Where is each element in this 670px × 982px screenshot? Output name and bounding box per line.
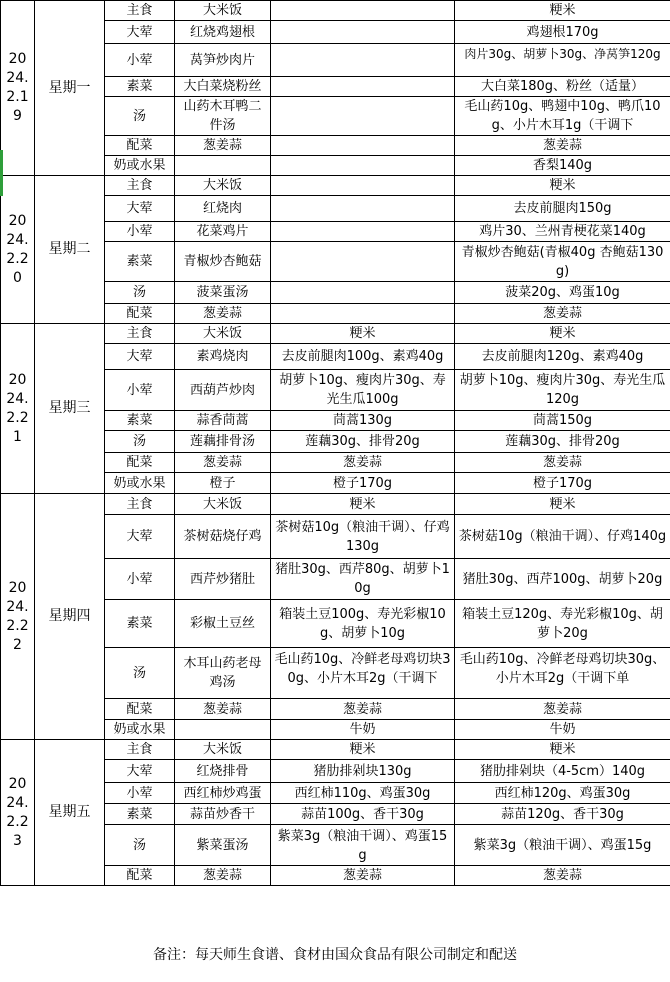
ingredient-cell-a[interactable]: 粳米	[271, 740, 455, 760]
ingredient-cell-a[interactable]	[271, 222, 455, 242]
dish-cell[interactable]: 葱姜蒜	[175, 136, 271, 156]
ingredient-cell-b[interactable]: 紫菜3g（粮油干调）、鸡蛋15g	[455, 825, 670, 866]
category-cell[interactable]: 素菜	[105, 242, 175, 282]
weekday-cell[interactable]: 星期五	[35, 740, 105, 886]
ingredient-cell-b[interactable]: 胡萝卜10g、瘦肉片30g、寿光生瓜120g	[455, 370, 670, 411]
ingredient-cell-b[interactable]: 西红柿120g、鸡蛋30g	[455, 783, 670, 804]
ingredient-cell-a[interactable]: 毛山药10g、冷鲜老母鸡切块30g、小片木耳2g（干调下	[271, 648, 455, 699]
category-cell[interactable]: 配菜	[105, 866, 175, 886]
ingredient-cell-a[interactable]: 牛奶	[271, 720, 455, 740]
weekday-cell[interactable]: 星期三	[35, 324, 105, 494]
ingredient-cell-b[interactable]: 莲藕30g、排骨20g	[455, 431, 670, 453]
menu-row	[1, 1, 670, 21]
ingredient-cell-b[interactable]: 粳米	[455, 176, 670, 196]
ingredient-cell-b[interactable]: 茶树菇10g（粮油干调）、仔鸡140g	[455, 515, 670, 559]
dish-cell[interactable]: 西芹炒猪肚	[175, 559, 271, 600]
category-cell[interactable]: 素菜	[105, 77, 175, 97]
category-cell[interactable]: 小荤	[105, 559, 175, 600]
category-cell[interactable]: 大荤	[105, 515, 175, 559]
dish-cell[interactable]: 大白菜烧粉丝	[175, 77, 271, 97]
ingredient-cell-a[interactable]: 紫菜3g（粮油干调）、鸡蛋15g	[271, 825, 455, 866]
ingredient-cell-a[interactable]: 葱姜蒜	[271, 866, 455, 886]
ingredient-cell-b[interactable]: 葱姜蒜	[455, 699, 670, 720]
dish-cell[interactable]: 葱姜蒜	[175, 304, 271, 324]
dish-cell[interactable]	[175, 720, 271, 740]
ingredient-cell-b[interactable]: 蒜苗120g、香干30g	[455, 804, 670, 825]
menu-row	[1, 176, 670, 196]
ingredient-cell-a[interactable]: 茼蒿130g	[271, 411, 455, 431]
ingredient-cell-a[interactable]: 猪肚30g、西芹80g、胡萝卜10g	[271, 559, 455, 600]
category-cell[interactable]: 小荤	[105, 370, 175, 411]
dish-cell[interactable]: 紫菜蛋汤	[175, 825, 271, 866]
dish-cell[interactable]: 菠菜蛋汤	[175, 282, 271, 304]
ingredient-cell-a[interactable]: 箱装土豆100g、寿光彩椒10g、胡萝卜10g	[271, 600, 455, 648]
dish-cell[interactable]: 莴笋炒肉片	[175, 44, 271, 77]
ingredient-cell-a[interactable]: 粳米	[271, 494, 455, 515]
dish-cell[interactable]: 花菜鸡片	[175, 222, 271, 242]
category-cell[interactable]: 汤	[105, 648, 175, 699]
ingredient-cell-b[interactable]: 粳米	[455, 1, 670, 21]
dish-cell[interactable]: 葱姜蒜	[175, 453, 271, 473]
menu-row	[1, 740, 670, 760]
date-cell[interactable]: 2024.2.19	[1, 1, 35, 176]
ingredient-cell-b[interactable]: 毛山药10g、冷鲜老母鸡切块30g、小片木耳2g（干调下单	[455, 648, 670, 699]
category-cell[interactable]: 奶或水果	[105, 156, 175, 176]
dish-cell[interactable]: 葱姜蒜	[175, 866, 271, 886]
ingredient-cell-a[interactable]	[271, 97, 455, 136]
dish-cell[interactable]: 茶树菇烧仔鸡	[175, 515, 271, 559]
dish-cell[interactable]: 红烧肉	[175, 196, 271, 222]
date-cell[interactable]: 2024.2.22	[1, 494, 35, 740]
dish-cell[interactable]: 葱姜蒜	[175, 699, 271, 720]
dish-cell[interactable]: 彩椒土豆丝	[175, 600, 271, 648]
category-cell[interactable]: 素菜	[105, 600, 175, 648]
ingredient-cell-a[interactable]	[271, 77, 455, 97]
dish-cell[interactable]: 红烧排骨	[175, 760, 271, 783]
ingredient-cell-a[interactable]	[271, 196, 455, 222]
category-cell[interactable]: 大荤	[105, 196, 175, 222]
ingredient-cell-b[interactable]: 去皮前腿肉150g	[455, 196, 670, 222]
ingredient-cell-a[interactable]: 去皮前腿肉100g、素鸡40g	[271, 344, 455, 370]
ingredient-cell-a[interactable]	[271, 242, 455, 282]
weekday-cell[interactable]: 星期四	[35, 494, 105, 740]
dish-cell[interactable]: 蒜苗炒香干	[175, 804, 271, 825]
ingredient-cell-b[interactable]: 肉片30g、胡萝卜30g、净莴笋120g	[455, 44, 670, 77]
ingredient-cell-a[interactable]: 葱姜蒜	[271, 453, 455, 473]
ingredient-cell-b[interactable]: 粳米	[455, 494, 670, 515]
ingredient-cell-b[interactable]: 猪肋排剁块（4-5cm）140g	[455, 760, 670, 783]
footer-note: 备注：每天师生食谱、食材由国众食品有限公司制定和配送	[153, 947, 517, 963]
category-cell[interactable]: 主食	[105, 1, 175, 21]
ingredient-cell-a[interactable]: 葱姜蒜	[271, 699, 455, 720]
ingredient-cell-b[interactable]: 牛奶	[455, 720, 670, 740]
dish-cell[interactable]: 木耳山药老母鸡汤	[175, 648, 271, 699]
date-cell[interactable]: 2024.2.20	[1, 176, 35, 324]
dish-cell[interactable]: 莲藕排骨汤	[175, 431, 271, 453]
dish-cell[interactable]: 山药木耳鸭二件汤	[175, 97, 271, 136]
ingredient-cell-a[interactable]: 莲藕30g、排骨20g	[271, 431, 455, 453]
category-cell[interactable]: 主食	[105, 176, 175, 196]
category-cell[interactable]: 主食	[105, 494, 175, 515]
category-cell[interactable]: 小荤	[105, 783, 175, 804]
ingredient-cell-a[interactable]	[271, 282, 455, 304]
category-cell[interactable]: 主食	[105, 324, 175, 344]
ingredient-cell-b[interactable]: 葱姜蒜	[455, 136, 670, 156]
ingredient-cell-b[interactable]: 菠菜20g、鸡蛋10g	[455, 282, 670, 304]
ingredient-cell-a[interactable]	[271, 44, 455, 77]
ingredient-cell-b[interactable]: 葱姜蒜	[455, 453, 670, 473]
ingredient-cell-a[interactable]: 猪肋排剁块130g	[271, 760, 455, 783]
ingredient-cell-b[interactable]: 箱装土豆120g、寿光彩椒10g、胡萝卜20g	[455, 600, 670, 648]
dish-cell[interactable]: 蒜香茼蒿	[175, 411, 271, 431]
ingredient-cell-b[interactable]: 鸡片30、兰州青梗花菜140g	[455, 222, 670, 242]
category-cell[interactable]: 汤	[105, 282, 175, 304]
ingredient-cell-a[interactable]: 西红柿110g、鸡蛋30g	[271, 783, 455, 804]
dish-cell[interactable]: 西红柿炒鸡蛋	[175, 783, 271, 804]
menu-table-body	[1, 1, 670, 886]
ingredient-cell-b[interactable]: 香梨140g	[455, 156, 670, 176]
date-cell[interactable]: 2024.2.21	[1, 324, 35, 494]
ingredient-cell-a[interactable]	[271, 136, 455, 156]
ingredient-cell-a[interactable]: 胡萝卜10g、瘦肉片30g、寿光生瓜100g	[271, 370, 455, 411]
date-cell[interactable]: 2024.2.23	[1, 740, 35, 886]
ingredient-cell-b[interactable]: 毛山药10g、鸭翅中10g、鸭爪10g、小片木耳1g（干调下	[455, 97, 670, 136]
ingredient-cell-a[interactable]: 茶树菇10g（粮油干调）、仔鸡130g	[271, 515, 455, 559]
ingredient-cell-a[interactable]	[271, 156, 455, 176]
dish-cell[interactable]	[175, 156, 271, 176]
ingredient-cell-b[interactable]: 去皮前腿肉120g、素鸡40g	[455, 344, 670, 370]
dish-cell[interactable]: 大米饭	[175, 176, 271, 196]
weekday-cell[interactable]: 星期二	[35, 176, 105, 324]
category-cell[interactable]: 汤	[105, 97, 175, 136]
ingredient-cell-b[interactable]: 橙子170g	[455, 473, 670, 494]
dish-cell[interactable]: 西葫芦炒肉	[175, 370, 271, 411]
category-cell[interactable]: 配菜	[105, 136, 175, 156]
category-cell[interactable]: 汤	[105, 431, 175, 453]
ingredient-cell-b[interactable]: 猪肚30g、西芹100g、胡萝卜20g	[455, 559, 670, 600]
dish-cell[interactable]: 青椒炒杏鲍菇	[175, 242, 271, 282]
ingredient-cell-a[interactable]: 橙子170g	[271, 473, 455, 494]
ingredient-cell-b[interactable]: 粳米	[455, 740, 670, 760]
ingredient-cell-a[interactable]	[271, 304, 455, 324]
ingredient-cell-b[interactable]: 葱姜蒜	[455, 304, 670, 324]
category-cell[interactable]: 奶或水果	[105, 473, 175, 494]
ingredient-cell-b[interactable]: 茼蒿150g	[455, 411, 670, 431]
ingredient-cell-a[interactable]: 粳米	[271, 324, 455, 344]
ingredient-cell-b[interactable]: 葱姜蒜	[455, 866, 670, 886]
ingredient-cell-b[interactable]: 大白菜180g、粉丝（适量）	[455, 77, 670, 97]
ingredient-cell-b[interactable]: 粳米	[455, 324, 670, 344]
category-cell[interactable]: 配菜	[105, 304, 175, 324]
ingredient-cell-b[interactable]: 鸡翅根170g	[455, 21, 670, 44]
category-cell[interactable]: 大荤	[105, 760, 175, 783]
category-cell[interactable]: 大荤	[105, 21, 175, 44]
dish-cell[interactable]: 大米饭	[175, 1, 271, 21]
category-cell[interactable]: 配菜	[105, 699, 175, 720]
ingredient-cell-a[interactable]	[271, 176, 455, 196]
dish-cell[interactable]: 大米饭	[175, 324, 271, 344]
category-cell[interactable]: 配菜	[105, 453, 175, 473]
category-cell[interactable]: 小荤	[105, 222, 175, 242]
category-cell[interactable]: 奶或水果	[105, 720, 175, 740]
category-cell[interactable]: 汤	[105, 825, 175, 866]
selected-cell-marker	[0, 150, 3, 196]
ingredient-cell-a[interactable]: 蒜苗100g、香干30g	[271, 804, 455, 825]
menu-row	[1, 494, 670, 515]
category-cell[interactable]: 小荤	[105, 44, 175, 77]
ingredient-cell-b[interactable]: 青椒炒杏鲍菇(青椒40g 杏鲍菇130g)	[455, 242, 670, 282]
dish-cell[interactable]: 素鸡烧肉	[175, 344, 271, 370]
dish-cell[interactable]: 橙子	[175, 473, 271, 494]
dish-cell[interactable]: 红烧鸡翅根	[175, 21, 271, 44]
category-cell[interactable]: 素菜	[105, 411, 175, 431]
dish-cell[interactable]: 大米饭	[175, 740, 271, 760]
menu-row	[1, 324, 670, 344]
ingredient-cell-a[interactable]	[271, 21, 455, 44]
ingredient-cell-a[interactable]	[271, 1, 455, 21]
category-cell[interactable]: 素菜	[105, 804, 175, 825]
category-cell[interactable]: 主食	[105, 740, 175, 760]
category-cell[interactable]: 大荤	[105, 344, 175, 370]
dish-cell[interactable]: 大米饭	[175, 494, 271, 515]
weekday-cell[interactable]: 星期一	[35, 1, 105, 176]
